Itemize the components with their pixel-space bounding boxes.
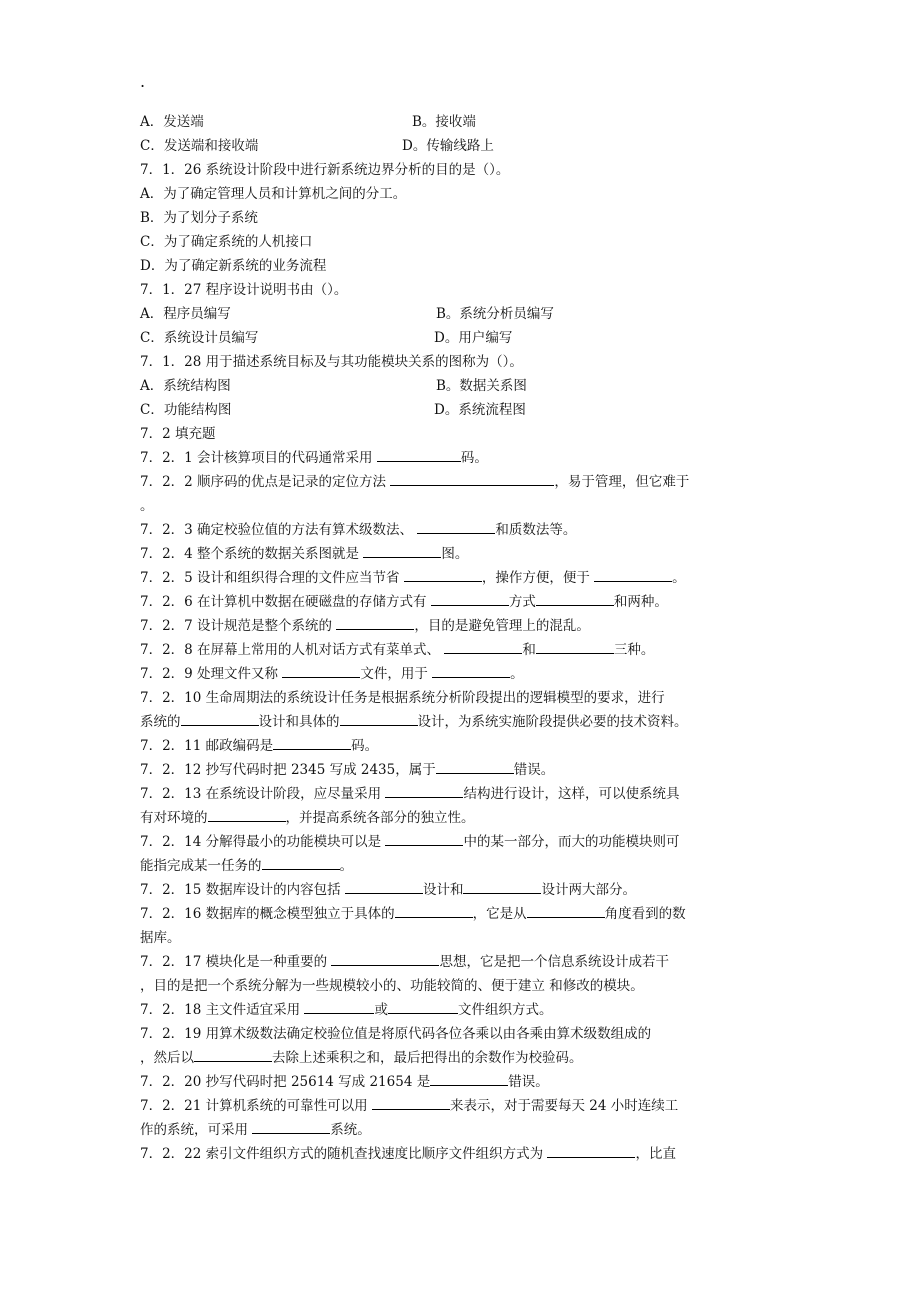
fill-blank xyxy=(417,519,495,534)
line-text: 去除上述乘积之和，最后把得出的余数作为校验码。 xyxy=(272,1050,583,1066)
text-line xyxy=(140,710,780,734)
line-text: C．为了确定系统的人机接口 xyxy=(140,234,313,250)
line-text: ，并提高系统各部分的独立性。 xyxy=(285,810,475,826)
line-text: 7．1．27 程序设计说明书由（）。 xyxy=(140,282,348,298)
line-text: 作的系统，可采用 xyxy=(140,1122,253,1138)
fill-blank xyxy=(282,663,360,678)
fill-blank xyxy=(262,855,340,870)
line-text: 据库。 xyxy=(140,930,181,946)
text-line xyxy=(140,998,780,1022)
fill-blank xyxy=(547,1143,635,1158)
fill-blank xyxy=(536,639,614,654)
option-right: D。用户编写 xyxy=(434,330,513,346)
line-text: 图。 xyxy=(441,546,469,562)
text-line xyxy=(140,734,780,758)
text-line xyxy=(140,902,780,926)
fill-blank xyxy=(388,999,458,1014)
text-line xyxy=(140,542,780,566)
text-line xyxy=(140,662,780,686)
text-line xyxy=(140,974,780,998)
text-line xyxy=(140,182,780,206)
line-text: ，然后以 xyxy=(140,1050,194,1066)
text-line xyxy=(140,254,780,278)
line-text: 7．2．10 生命周期法的系统设计任务是根据系统分析阶段提出的逻辑模型的要求，进行 xyxy=(140,690,665,706)
text-line xyxy=(140,1046,780,1070)
line-text: ，它是从 xyxy=(472,906,527,922)
text-line xyxy=(140,398,780,422)
text-line xyxy=(140,1070,780,1094)
text-line xyxy=(140,302,780,326)
fill-blank xyxy=(385,783,463,798)
line-text: 7．2．15 数据库设计的内容包括 xyxy=(140,882,345,898)
fill-blank xyxy=(377,447,461,462)
line-text: 。 xyxy=(672,570,686,586)
text-line xyxy=(140,446,780,470)
text-line xyxy=(140,950,780,974)
text-line xyxy=(140,494,780,518)
line-text: 7．2 填充题 xyxy=(140,426,216,442)
fill-blank xyxy=(336,615,414,630)
text-line xyxy=(140,926,780,950)
fill-blank xyxy=(331,951,439,966)
fill-blank xyxy=(252,1119,330,1134)
option-left: A．系统结构图 xyxy=(140,378,231,394)
line-text: 7．2．9 处理文件又称 xyxy=(140,666,283,682)
text-line xyxy=(140,1142,780,1166)
option-right: B。系统分析员编写 xyxy=(436,306,554,322)
fill-blank xyxy=(181,711,259,726)
line-text: 和两种。 xyxy=(613,594,668,610)
line-text: 设计和 xyxy=(422,882,464,898)
line-text: 和质数法等。 xyxy=(495,522,577,538)
line-text: 7．2．7 设计规范是整个系统的 xyxy=(140,618,337,634)
text-line xyxy=(140,110,780,134)
line-text: ，比直 xyxy=(635,1146,676,1162)
fill-blank xyxy=(431,591,509,606)
fill-blank xyxy=(194,1047,272,1062)
fill-blank xyxy=(404,567,482,582)
line-text: 7．1．26 系统设计阶段中进行新系统边界分析的目的是（）。 xyxy=(140,162,510,178)
line-text: 文件组织方式。 xyxy=(457,1002,553,1018)
line-text: 7．2．3 确定校验位值的方法有算术级数法、 xyxy=(140,522,418,538)
line-text: D．为了确定新系统的业务流程 xyxy=(140,258,327,274)
fill-blank xyxy=(395,903,473,918)
text-line xyxy=(140,566,780,590)
option-left: C．发送端和接收端 xyxy=(140,138,259,154)
text-line xyxy=(140,638,780,662)
option-right: D。系统流程图 xyxy=(434,402,526,418)
fill-blank xyxy=(390,471,554,486)
text-line xyxy=(140,518,780,542)
line-text: 错误。 xyxy=(513,762,555,778)
option-left: A．程序员编写 xyxy=(140,306,231,322)
line-text: 或 xyxy=(374,1002,388,1018)
fill-blank xyxy=(340,711,418,726)
option-right: D。传输线路上 xyxy=(402,138,494,154)
line-text: 来表示，对于需要每天 24 小时连续工 xyxy=(449,1098,679,1114)
line-text: 系统。 xyxy=(330,1122,371,1138)
option-left: A．发送端 xyxy=(140,114,204,130)
line-text: 方式 xyxy=(508,594,536,610)
fill-blank xyxy=(430,1071,508,1086)
text-line xyxy=(140,782,780,806)
option-left: C．系统设计员编写 xyxy=(140,330,259,346)
text-line xyxy=(140,758,780,782)
fill-blank xyxy=(432,663,510,678)
text-line xyxy=(140,1094,780,1118)
line-text: 三种。 xyxy=(613,642,655,658)
line-text: 文件，用于 xyxy=(360,666,433,682)
fill-blank xyxy=(436,759,514,774)
text-line xyxy=(140,230,780,254)
line-text: 7．2．16 数据库的概念模型独立于具体的 xyxy=(140,906,395,922)
line-text: 结构进行设计，这样，可以使系统具 xyxy=(463,786,680,802)
line-text: 7．2．1 会计核算项目的代码通常采用 xyxy=(140,450,377,466)
line-text: ，操作方便，便于 xyxy=(481,570,595,586)
fill-blank xyxy=(304,999,374,1014)
line-text: 7．2．2 顺序码的优点是记录的定位方法 xyxy=(140,474,391,490)
line-text: 7．2．13 在系统设计阶段，应尽量采用 xyxy=(140,786,386,802)
line-text: ，易于管理，但它难于 xyxy=(554,474,690,490)
line-text: 设计和具体的 xyxy=(258,714,340,730)
fill-blank xyxy=(372,1095,450,1110)
text-line xyxy=(140,878,780,902)
line-text: 7．2．20 抄写代码时把 25614 写成 21654 是 xyxy=(140,1074,431,1090)
text-line xyxy=(140,1118,780,1142)
line-text: 角度看到的数 xyxy=(604,906,686,922)
fill-blank xyxy=(208,807,286,822)
line-text: B．为了划分子系统 xyxy=(140,210,258,226)
line-text: 7．2．19 用算术级数法确定校验位值是将原代码各位各乘以由各乘由算术级数组成的 xyxy=(140,1026,652,1042)
text-line xyxy=(140,1022,780,1046)
line-text: 和 xyxy=(522,642,536,658)
fill-blank xyxy=(363,543,441,558)
text-line xyxy=(140,830,780,854)
text-line xyxy=(140,422,780,446)
fill-blank xyxy=(444,639,522,654)
line-text: A．为了确定管理人员和计算机之间的分工。 xyxy=(140,186,407,202)
line-text: 7．2．4 整个系统的数据关系图就是 xyxy=(140,546,364,562)
line-text: 7．2．6 在计算机中数据在硬磁盘的存储方式有 xyxy=(140,594,431,610)
text-line xyxy=(140,206,780,230)
document-body xyxy=(140,110,780,1166)
option-right: B。数据关系图 xyxy=(436,378,527,394)
line-text: ，目的是避免管理上的混乱。 xyxy=(414,618,590,634)
line-text: 7．2．18 主文件适宜采用 xyxy=(140,1002,305,1018)
text-line xyxy=(140,614,780,638)
line-text: 7．1．28 用于描述系统目标及与其功能模块关系的图称为（）。 xyxy=(140,354,523,370)
text-line xyxy=(140,806,780,830)
line-text: 中的某一部分，而大的功能模块则可 xyxy=(463,834,680,850)
line-text: 7．2．17 模块化是一种重要的 xyxy=(140,954,332,970)
line-text: 7．2．5 设计和组织得合理的文件应当节省 xyxy=(140,570,404,586)
line-text: ，目的是把一个系统分解为一些规模较小的、功能较简的、便于建立 和修改的模块。 xyxy=(140,978,644,994)
text-line xyxy=(140,278,780,302)
option-right: B。接收端 xyxy=(412,114,476,130)
text-line xyxy=(140,590,780,614)
line-text: 设计两大部分。 xyxy=(541,882,636,898)
line-text: 7．2．12 抄写代码时把 2345 写成 2435，属于 xyxy=(140,762,436,778)
line-text: 7．2．22 索引文件组织方式的随机查找速度比顺序文件组织方式为 xyxy=(140,1146,548,1162)
fill-blank xyxy=(385,831,463,846)
text-line xyxy=(140,470,780,494)
line-text: 码。 xyxy=(351,738,379,754)
leading-dot: . xyxy=(140,72,146,91)
line-text: 。 xyxy=(339,858,353,874)
fill-blank xyxy=(527,903,605,918)
text-line xyxy=(140,686,780,710)
option-left: C．功能结构图 xyxy=(140,402,232,418)
fill-blank xyxy=(345,879,423,894)
line-text: 设计，为系统实施阶段提供必要的技术资料。 xyxy=(417,714,688,730)
line-text: 思想，它是把一个信息系统设计成若干 xyxy=(439,954,669,970)
line-text: 能指完成某一任务的 xyxy=(140,858,262,874)
line-text: 码。 xyxy=(460,450,488,466)
line-text: 7．2．21 计算机系统的可靠性可以用 xyxy=(140,1098,372,1114)
line-text: 7．2．8 在屏幕上常用的人机对话方式有菜单式、 xyxy=(140,642,445,658)
fill-blank xyxy=(594,567,672,582)
text-line xyxy=(140,854,780,878)
fill-blank xyxy=(536,591,614,606)
line-text: 系统的 xyxy=(140,714,181,730)
text-line xyxy=(140,158,780,182)
line-text: 。 xyxy=(140,498,154,514)
fill-blank xyxy=(273,735,351,750)
line-text: 7．2．14 分解得最小的功能模块可以是 xyxy=(140,834,386,850)
line-text: 有对环境的 xyxy=(140,810,208,826)
line-text: 7．2．11 邮政编码是 xyxy=(140,738,274,754)
line-text: 错误。 xyxy=(508,1074,549,1090)
fill-blank xyxy=(463,879,541,894)
text-line xyxy=(140,134,780,158)
text-line xyxy=(140,326,780,350)
text-line xyxy=(140,374,780,398)
line-text: 。 xyxy=(510,666,524,682)
text-line xyxy=(140,350,780,374)
